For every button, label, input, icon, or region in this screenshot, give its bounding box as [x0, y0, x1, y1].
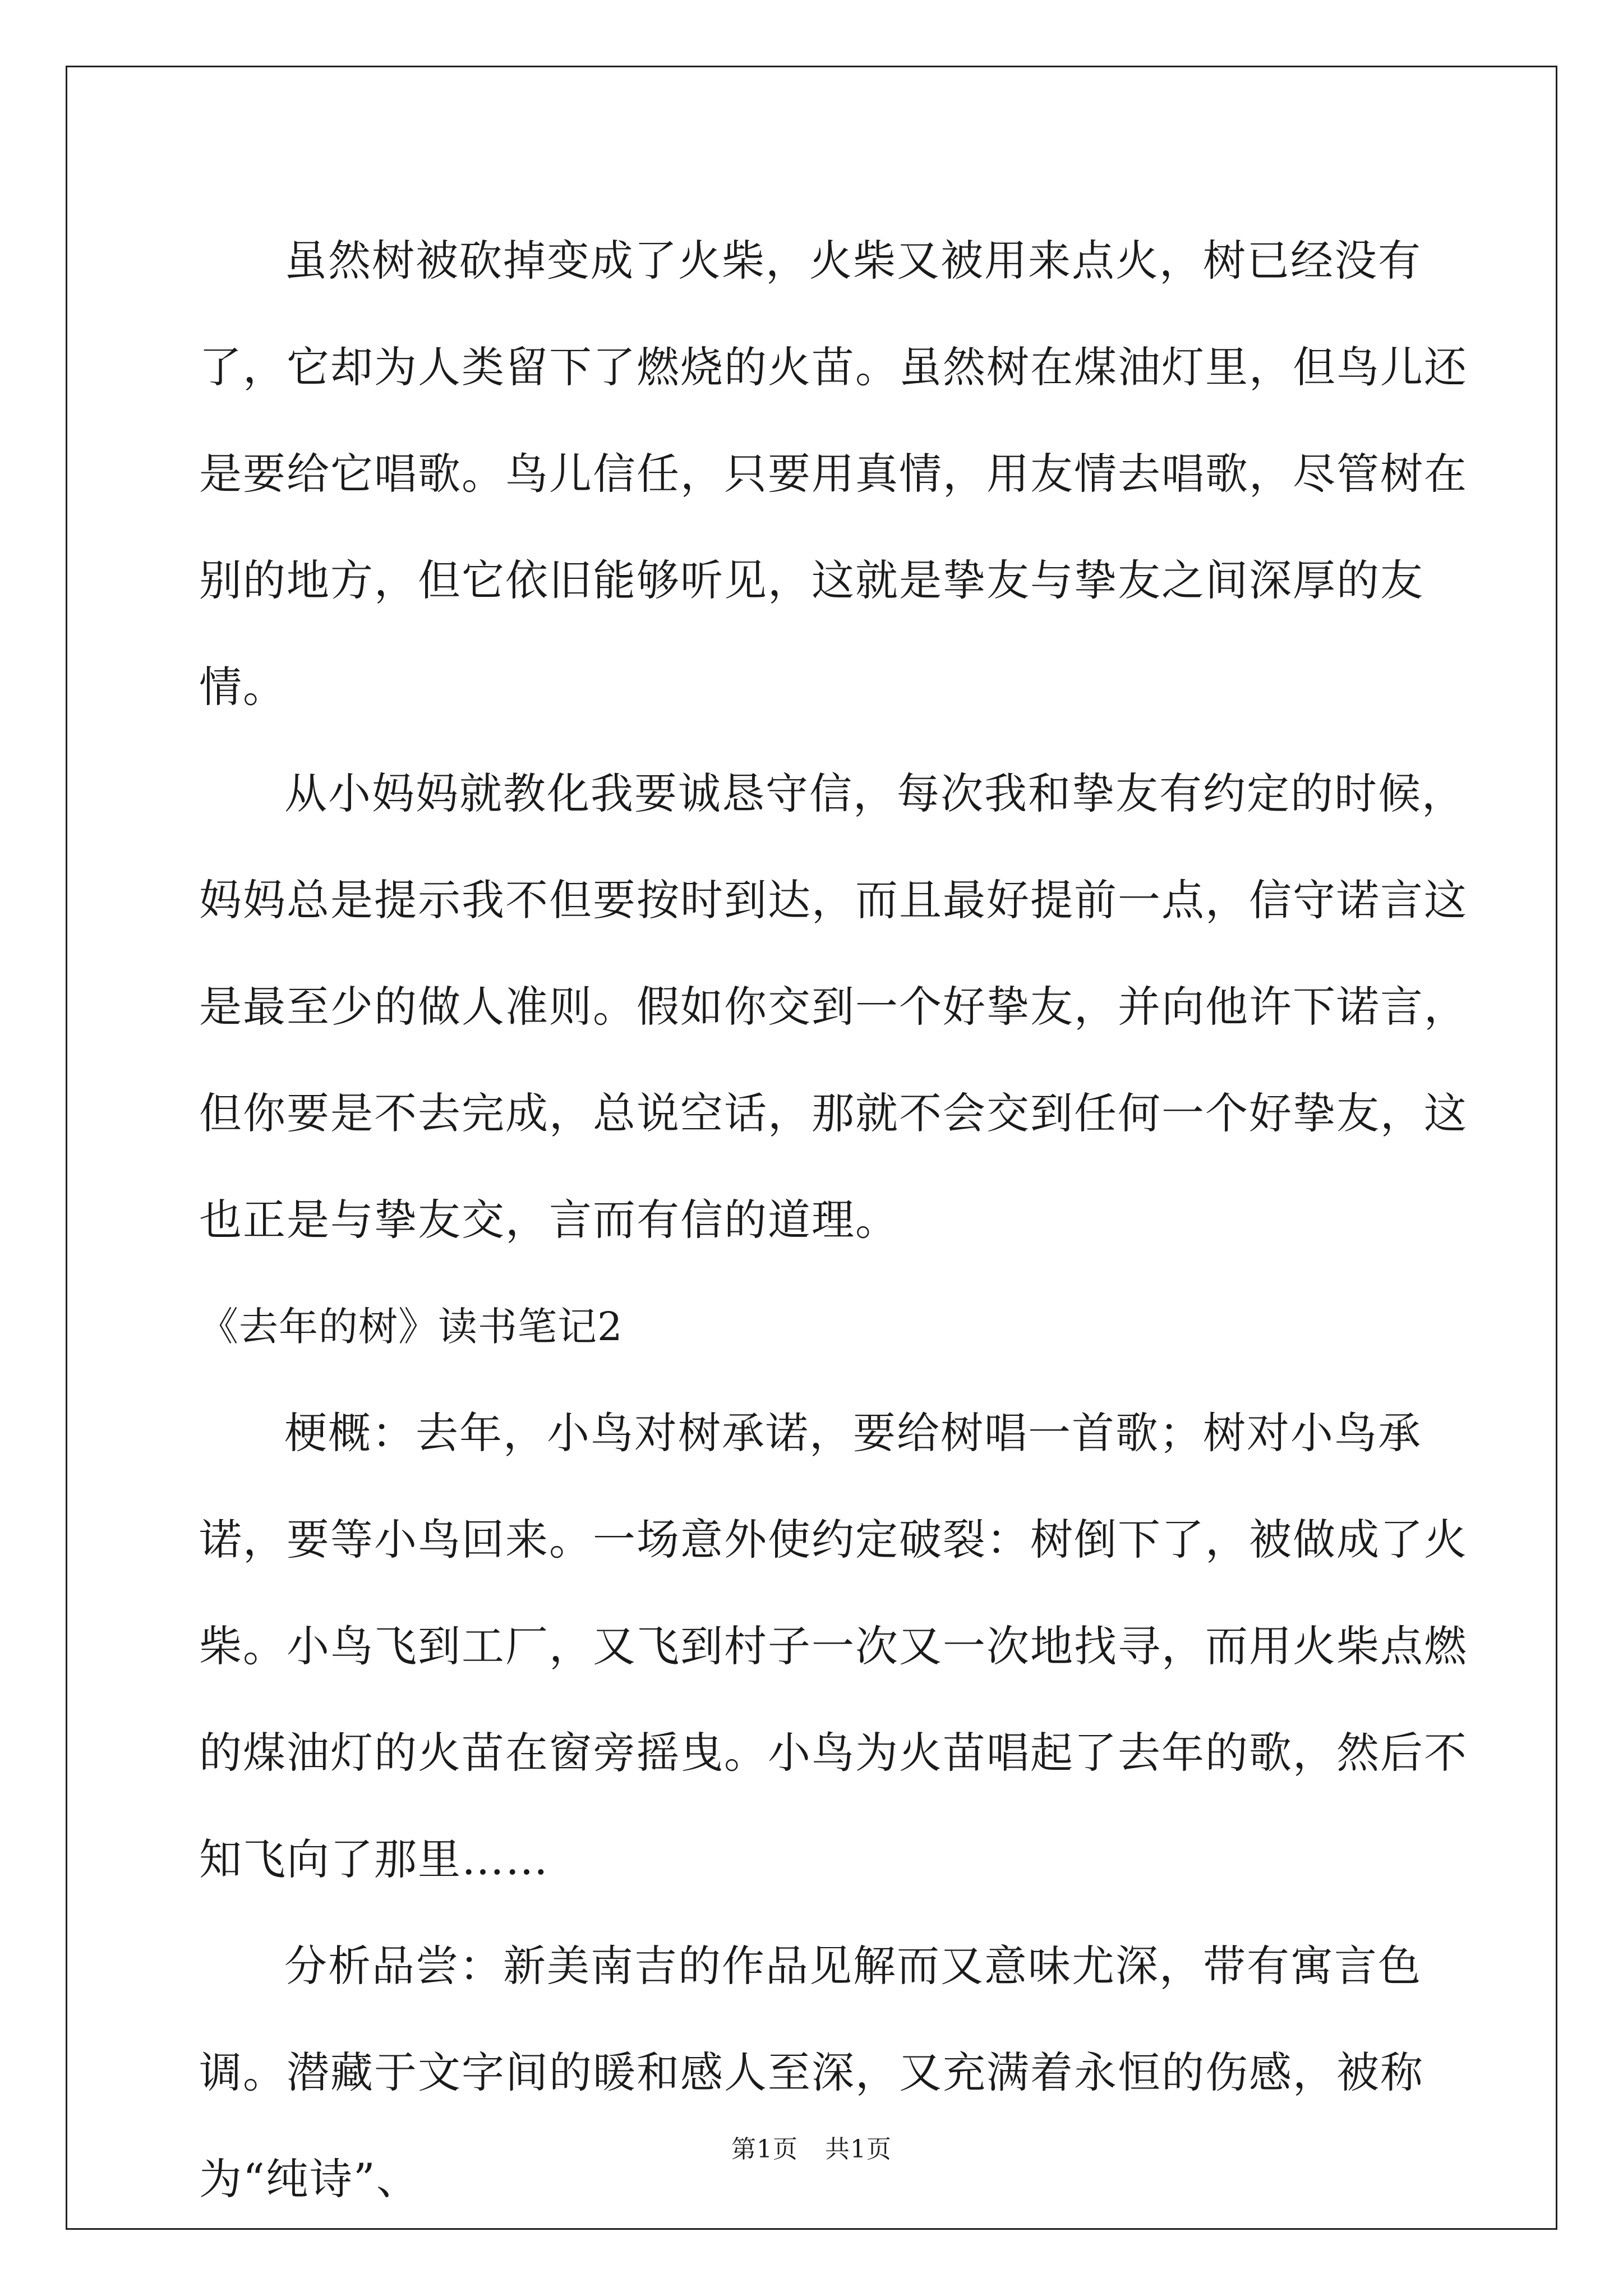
- paragraph-summary: 梗概：去年，小鸟对树承诺，要给树唱一首歌；树对小鸟承诺，要等小鸟回来。一场意外使约定破裂：树倒下了，被做成了火柴。小鸟飞到工厂，又飞到村子一次又一次地找寻，而用火柴点燃的煤油灯的火苗在窗旁摇曳。小鸟为火苗唱起了去年的歌，然后不知飞向了那里……: [199, 1408, 1468, 1884]
- page-footer: [0, 2129, 1623, 2165]
- page-number-total: 共1页: [825, 2135, 892, 2164]
- paragraph-keep-promise: 从小妈妈就教化我要诚恳守信，每次我和挚友有约定的时候，妈妈总是提示我不但要按时到达，而且最好提前一点，信守诺言这是最至少的做人准则。假如你交到一个好挚友，并向他许下诺言，但你要是不去完成，总说空话，那就不会交到任何一个好挚友，这也正是与挚友交，言而有信的道理。: [199, 769, 1468, 1245]
- paragraph-analysis: 分析品尝：新美南吉的作品见解而又意味尤深，带有寓言色调。潜藏于文字间的暖和感人至深，又充满着永恒的伤感，被称为“纯诗”、: [199, 1941, 1424, 2204]
- document-body: [199, 208, 1489, 2233]
- paragraph-friendship: 虽然树被砍掉变成了火柴，火柴又被用来点火，树已经没有了，它却为人类留下了燃烧的火苗。虽然树在煤油灯里，但鸟儿还是要给它唱歌。鸟儿信任，只要用真情，用友情去唱歌，尽管树在别的地方，但它依旧能够听见，这就是挚友与挚友之间深厚的友情。: [199, 236, 1468, 712]
- section-heading: 《去年的树》读书笔记2: [199, 1304, 623, 1350]
- page-number-current: 第1页: [731, 2135, 798, 2164]
